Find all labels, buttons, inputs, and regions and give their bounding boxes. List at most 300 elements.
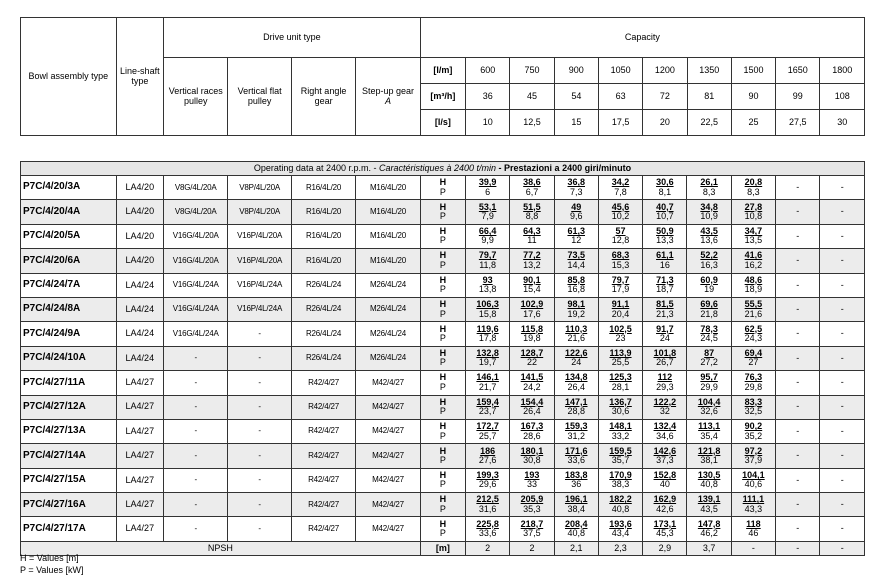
head-value: 172,7	[476, 421, 499, 432]
power-value: 23,7	[478, 406, 497, 417]
performance-cell	[598, 493, 642, 517]
power-value: 16,2	[744, 259, 763, 270]
line-shaft-cell: LA4/27	[116, 468, 163, 492]
vertical-flat-pulley-cell: -	[228, 517, 291, 541]
hp-label-cell	[420, 493, 465, 517]
right-angle-gear-cell: R42/4/27	[291, 419, 355, 443]
head-value: 183,8	[564, 469, 588, 480]
step-up-gear-cell: M42/4/27	[356, 419, 420, 443]
table-row	[21, 346, 865, 370]
power-value: 24	[659, 333, 670, 344]
head-value: 34,2	[611, 177, 630, 188]
power-value: 37,9	[744, 454, 763, 465]
p-label: P	[439, 333, 446, 344]
head-value: -	[796, 352, 800, 363]
head-value: -	[796, 401, 800, 412]
performance-cell	[820, 493, 865, 517]
power-value: 26,4	[567, 381, 585, 392]
h-label: H	[439, 396, 447, 407]
head-value: -	[796, 255, 800, 266]
performance-cell	[731, 200, 775, 224]
capacity-unit-lm: [l/m]	[420, 58, 465, 84]
vertical-flat-pulley-cell: V8P/4L/20A	[228, 176, 291, 200]
p-label: P	[439, 186, 446, 197]
performance-cell	[466, 493, 510, 517]
vertical-races-pulley-cell: V16G/4L/20A	[163, 224, 227, 248]
hp-label-cell	[420, 468, 465, 492]
power-value: 13,6	[700, 235, 718, 246]
power-value: 40,8	[567, 528, 585, 539]
head-value: 50,9	[656, 226, 674, 237]
performance-cell	[554, 273, 598, 297]
performance-cell	[510, 200, 554, 224]
head-value: 141,5	[520, 372, 544, 383]
head-value: 205,9	[520, 494, 544, 505]
performance-cell	[598, 371, 642, 395]
performance-cell	[466, 322, 510, 346]
npsh-value: 2,3	[598, 541, 642, 555]
capacity-value: 27,5	[776, 110, 820, 136]
power-value: 28,1	[611, 381, 630, 392]
performance-cell	[643, 371, 687, 395]
head-value: 125,3	[609, 372, 632, 383]
bowl-assembly-model: P7C/4/27/17A	[21, 517, 117, 541]
line-shaft-cell: LA4/20	[116, 200, 163, 224]
performance-cell	[731, 273, 775, 297]
head-value: 85,8	[567, 274, 585, 285]
power-value: 12	[571, 235, 582, 246]
performance-cell	[598, 200, 642, 224]
vertical-flat-pulley-cell: -	[228, 444, 291, 468]
power-value: 21,8	[700, 308, 718, 319]
power-value: 13,5	[744, 235, 763, 246]
performance-cell	[687, 419, 731, 443]
head-value: -	[840, 279, 844, 290]
right-angle-gear-cell: R42/4/27	[291, 371, 355, 395]
right-angle-gear-cell: R26/4L/24	[291, 346, 355, 370]
performance-cell	[554, 444, 598, 468]
head-value: 48,6	[744, 274, 763, 285]
head-value: 61,1	[656, 250, 674, 261]
bowl-assembly-model: P7C/4/27/11A	[21, 371, 117, 395]
right-angle-gear-cell: R16/4L/20	[291, 176, 355, 200]
power-value: 35,3	[523, 503, 541, 514]
capacity-value: 1650	[776, 58, 820, 84]
head-value: 78,3	[700, 323, 718, 334]
head-value: 101,8	[653, 347, 677, 358]
performance-cell	[510, 322, 554, 346]
table-row	[21, 297, 865, 321]
head-value: 71,3	[656, 274, 674, 285]
power-value: 15,4	[523, 284, 541, 295]
capacity-value: 15	[554, 110, 598, 136]
performance-cell	[820, 395, 865, 419]
power-value: 31,6	[478, 503, 497, 514]
capacity-value: 1050	[598, 58, 642, 84]
head-value: 27,8	[744, 201, 763, 212]
head-value: 159,5	[609, 445, 632, 456]
performance-cell	[731, 322, 775, 346]
step-up-gear-cell: M16/4L/20	[356, 249, 420, 273]
performance-cell	[820, 200, 865, 224]
power-value: 13,2	[523, 259, 541, 270]
hp-label-cell	[420, 273, 465, 297]
performance-table	[20, 161, 865, 556]
performance-cell	[820, 273, 865, 297]
head-value: 30,6	[656, 177, 674, 188]
performance-cell	[731, 346, 775, 370]
power-value: 35,7	[611, 454, 630, 465]
performance-cell	[643, 297, 687, 321]
line-shaft-cell: LA4/27	[116, 517, 163, 541]
power-value: 15,3	[611, 259, 630, 270]
power-value: 33,6	[478, 528, 497, 539]
power-value: 7,8	[614, 186, 627, 197]
performance-cell	[643, 419, 687, 443]
power-value: 25,7	[478, 430, 497, 441]
power-value: 18,7	[656, 284, 674, 295]
performance-cell	[466, 468, 510, 492]
performance-cell	[687, 468, 731, 492]
power-value: 40,6	[744, 479, 763, 490]
power-value: 19,7	[478, 357, 497, 368]
performance-cell	[643, 224, 687, 248]
power-value: 33,6	[567, 454, 585, 465]
head-value: 69,6	[700, 299, 718, 310]
right-angle-gear-cell: R42/4/27	[291, 468, 355, 492]
power-value: 10,9	[700, 211, 718, 222]
power-value: 33	[526, 479, 537, 490]
head-value: 53,1	[478, 201, 497, 212]
head-value: 152,8	[653, 469, 677, 480]
performance-cell	[687, 517, 731, 541]
hp-label-cell	[420, 395, 465, 419]
right-angle-gear-cell: R26/4L/24	[291, 297, 355, 321]
power-value: 10,8	[744, 211, 763, 222]
performance-cell	[776, 517, 820, 541]
power-value: 8,8	[525, 211, 539, 222]
step-up-gear-label: Step-up gear	[362, 86, 415, 97]
vertical-races-pulley-header: Vertical races pulley	[163, 58, 227, 136]
head-value: 79,7	[478, 250, 497, 261]
power-value: 21,6	[567, 333, 585, 344]
head-value: -	[840, 523, 844, 534]
power-value: 13,3	[656, 235, 674, 246]
performance-cell	[510, 224, 554, 248]
banner-italian: - Prestazioni a 2400 giri/minuto	[496, 162, 632, 173]
capacity-value: 1800	[820, 58, 865, 84]
power-value: 34,6	[656, 430, 674, 441]
power-value: 24,3	[744, 333, 763, 344]
bowl-assembly-model: P7C/4/24/10A	[21, 346, 117, 370]
power-value: 26,4	[523, 406, 541, 417]
head-value: -	[840, 230, 844, 241]
power-value: 25,5	[611, 357, 630, 368]
head-value: 182,2	[609, 494, 632, 505]
line-shaft-cell: LA4/27	[116, 395, 163, 419]
head-value: 26,1	[700, 177, 718, 188]
power-value: 14,4	[567, 259, 585, 270]
step-up-gear-cell: M16/4L/20	[356, 176, 420, 200]
performance-cell	[643, 493, 687, 517]
head-value: 97,2	[744, 445, 763, 456]
performance-cell	[554, 297, 598, 321]
performance-cell	[554, 371, 598, 395]
performance-cell	[776, 444, 820, 468]
power-value: 26,7	[656, 357, 674, 368]
power-value: 11	[527, 235, 537, 246]
head-value: 159,3	[564, 421, 588, 432]
capacity-value: 45	[510, 84, 554, 110]
right-angle-gear-cell: R42/4/27	[291, 395, 355, 419]
power-value: 10,2	[611, 211, 630, 222]
performance-cell	[731, 371, 775, 395]
power-value: 24,5	[700, 333, 718, 344]
h-label: H	[439, 494, 447, 505]
head-value: -	[840, 499, 844, 510]
h-label: H	[439, 518, 447, 529]
power-value: 9,9	[481, 235, 494, 246]
performance-cell	[554, 346, 598, 370]
line-shaft-cell: LA4/27	[116, 419, 163, 443]
capacity-value: 20	[643, 110, 687, 136]
capacity-value: 1350	[687, 58, 731, 84]
head-value: 121,8	[697, 445, 721, 456]
performance-cell	[643, 249, 687, 273]
table-row	[21, 419, 865, 443]
head-value: 196,1	[564, 494, 588, 505]
performance-cell	[776, 493, 820, 517]
head-value: 91,7	[656, 323, 674, 334]
performance-cell	[776, 176, 820, 200]
head-value: 87	[704, 347, 715, 358]
performance-cell	[731, 468, 775, 492]
head-value: -	[840, 352, 844, 363]
head-value: -	[796, 181, 800, 192]
vertical-races-pulley-cell: -	[163, 346, 227, 370]
step-up-gear-cell: M16/4L/20	[356, 224, 420, 248]
head-value: 69,4	[744, 347, 763, 358]
power-value: 37,3	[656, 454, 674, 465]
power-value: 19	[704, 284, 715, 295]
power-value: 17,9	[611, 284, 630, 295]
power-value: 6	[485, 186, 491, 197]
performance-cell	[731, 517, 775, 541]
head-value: 66,4	[478, 226, 497, 237]
power-value: 22	[526, 357, 537, 368]
power-value: 23	[615, 333, 626, 344]
performance-cell	[466, 273, 510, 297]
head-value: 60,9	[700, 274, 718, 285]
vertical-races-pulley-cell: V8G/4L/20A	[163, 176, 227, 200]
performance-cell	[554, 200, 598, 224]
p-label: P	[439, 211, 446, 222]
capacity-value: 54	[554, 84, 598, 110]
performance-cell	[820, 322, 865, 346]
capacity-value: 1500	[731, 58, 775, 84]
bowl-assembly-model: P7C/4/27/12A	[21, 395, 117, 419]
vertical-races-pulley-cell: -	[163, 493, 227, 517]
head-value: 147,1	[564, 396, 588, 407]
power-value: 32	[659, 406, 670, 417]
head-value: -	[840, 425, 844, 436]
head-value: 98,1	[567, 299, 585, 310]
power-value: 9,6	[569, 211, 583, 222]
power-value: 29,8	[744, 381, 763, 392]
head-value: -	[796, 425, 800, 436]
npsh-value: 2,9	[643, 541, 687, 555]
p-label: P	[439, 406, 446, 417]
performance-cell	[643, 444, 687, 468]
performance-cell	[643, 468, 687, 492]
power-value: 31,2	[567, 430, 585, 441]
head-value: -	[840, 401, 844, 412]
head-value: 118	[746, 518, 761, 529]
head-value: -	[840, 303, 844, 314]
right-angle-gear-cell: R16/4L/20	[291, 200, 355, 224]
vertical-flat-pulley-header: Vertical flat pulley	[228, 58, 291, 136]
table-row	[21, 273, 865, 297]
bowl-assembly-model: P7C/4/24/9A	[21, 322, 117, 346]
vertical-races-pulley-cell: V16G/4L/24A	[163, 273, 227, 297]
capacity-value: 12,5	[510, 110, 554, 136]
vertical-flat-pulley-cell: -	[228, 322, 291, 346]
head-value: -	[796, 230, 800, 241]
hp-label-cell	[420, 297, 465, 321]
head-value: 68,3	[611, 250, 630, 261]
performance-cell	[731, 419, 775, 443]
capacity-value: 108	[820, 84, 865, 110]
head-value: -	[796, 499, 800, 510]
p-label: P	[439, 259, 446, 270]
head-value: 193,6	[609, 518, 632, 529]
head-value: 159,4	[476, 396, 499, 407]
step-up-gear-header	[356, 58, 420, 136]
performance-cell	[466, 371, 510, 395]
performance-cell	[510, 273, 554, 297]
power-value: 24	[571, 357, 582, 368]
vertical-races-pulley-cell: -	[163, 444, 227, 468]
capacity-unit-ls: [l/s]	[420, 110, 465, 136]
performance-cell	[466, 395, 510, 419]
bowl-assembly-model: P7C/4/24/7A	[21, 273, 117, 297]
performance-cell	[776, 468, 820, 492]
vertical-flat-pulley-cell: -	[228, 346, 291, 370]
head-value: 79,7	[611, 274, 630, 285]
head-value: 40,7	[656, 201, 674, 212]
bowl-assembly-model: P7C/4/20/4A	[21, 200, 117, 224]
head-value: 113,9	[609, 347, 632, 358]
power-value: 32,5	[744, 406, 763, 417]
capacity-value: 22,5	[687, 110, 731, 136]
vertical-flat-pulley-cell: -	[228, 395, 291, 419]
performance-cell	[510, 395, 554, 419]
head-value: 208,4	[564, 518, 588, 529]
drive-unit-type-header: Drive unit type	[163, 18, 420, 58]
head-value: 146,1	[476, 372, 499, 383]
capacity-value: 36	[466, 84, 510, 110]
performance-cell	[466, 444, 510, 468]
step-up-gear-cell: M26/4L/24	[356, 273, 420, 297]
p-label: P	[439, 235, 446, 246]
performance-cell	[554, 419, 598, 443]
line-shaft-type-header: Line-shaft type	[116, 18, 163, 136]
performance-cell	[820, 224, 865, 248]
power-value: 36	[571, 479, 582, 490]
bowl-assembly-model: P7C/4/27/15A	[21, 468, 117, 492]
right-angle-gear-cell: R16/4L/20	[291, 249, 355, 273]
bowl-assembly-model: P7C/4/24/8A	[21, 297, 117, 321]
capacity-value: 10	[466, 110, 510, 136]
performance-cell	[643, 322, 687, 346]
power-value: 29,3	[656, 381, 674, 392]
head-value: 91,1	[611, 299, 630, 310]
performance-cell	[687, 224, 731, 248]
p-label: P	[439, 528, 446, 539]
power-value: 35,4	[700, 430, 718, 441]
performance-cell	[731, 395, 775, 419]
h-label: H	[439, 347, 447, 358]
head-value: 57	[615, 226, 626, 237]
head-value: -	[796, 328, 800, 339]
table-row	[21, 517, 865, 541]
capacity-value: 750	[510, 58, 554, 84]
line-shaft-cell: LA4/20	[116, 224, 163, 248]
performance-cell	[643, 273, 687, 297]
npsh-row	[21, 541, 865, 555]
head-value: 128,7	[520, 347, 544, 358]
h-label: H	[439, 177, 447, 188]
performance-cell	[776, 273, 820, 297]
capacity-value: 900	[554, 58, 598, 84]
step-up-gear-cell: M16/4L/20	[356, 200, 420, 224]
table-row	[21, 176, 865, 200]
head-value: 90,1	[523, 274, 541, 285]
h-label: H	[439, 469, 447, 480]
head-value: 119,6	[476, 323, 499, 334]
power-value: 27,2	[700, 357, 718, 368]
performance-cell	[687, 371, 731, 395]
table-row	[21, 493, 865, 517]
capacity-value: 72	[643, 84, 687, 110]
npsh-unit: [m]	[420, 541, 465, 555]
npsh-value: -	[731, 541, 775, 555]
bowl-assembly-type-header: Bowl assembly type	[21, 18, 117, 136]
performance-cell	[687, 297, 731, 321]
head-value: 43,5	[700, 226, 718, 237]
power-value: 43,3	[744, 503, 763, 514]
performance-cell	[731, 493, 775, 517]
head-value: 199,3	[476, 469, 499, 480]
head-value: 148,1	[609, 421, 632, 432]
performance-cell	[466, 297, 510, 321]
performance-cell	[776, 371, 820, 395]
power-value: 43,5	[700, 503, 718, 514]
hp-label-cell	[420, 322, 465, 346]
vertical-flat-pulley-cell: -	[228, 493, 291, 517]
head-value: -	[796, 279, 800, 290]
head-value: -	[840, 474, 844, 485]
hp-label-cell	[420, 371, 465, 395]
power-value: 16,3	[700, 259, 718, 270]
power-value: 17,8	[478, 333, 497, 344]
head-value: 49	[571, 201, 582, 212]
performance-cell	[776, 297, 820, 321]
h-label: H	[439, 323, 447, 334]
head-value: 64,3	[523, 226, 541, 237]
head-value: 122,2	[653, 396, 677, 407]
line-shaft-cell: LA4/24	[116, 346, 163, 370]
